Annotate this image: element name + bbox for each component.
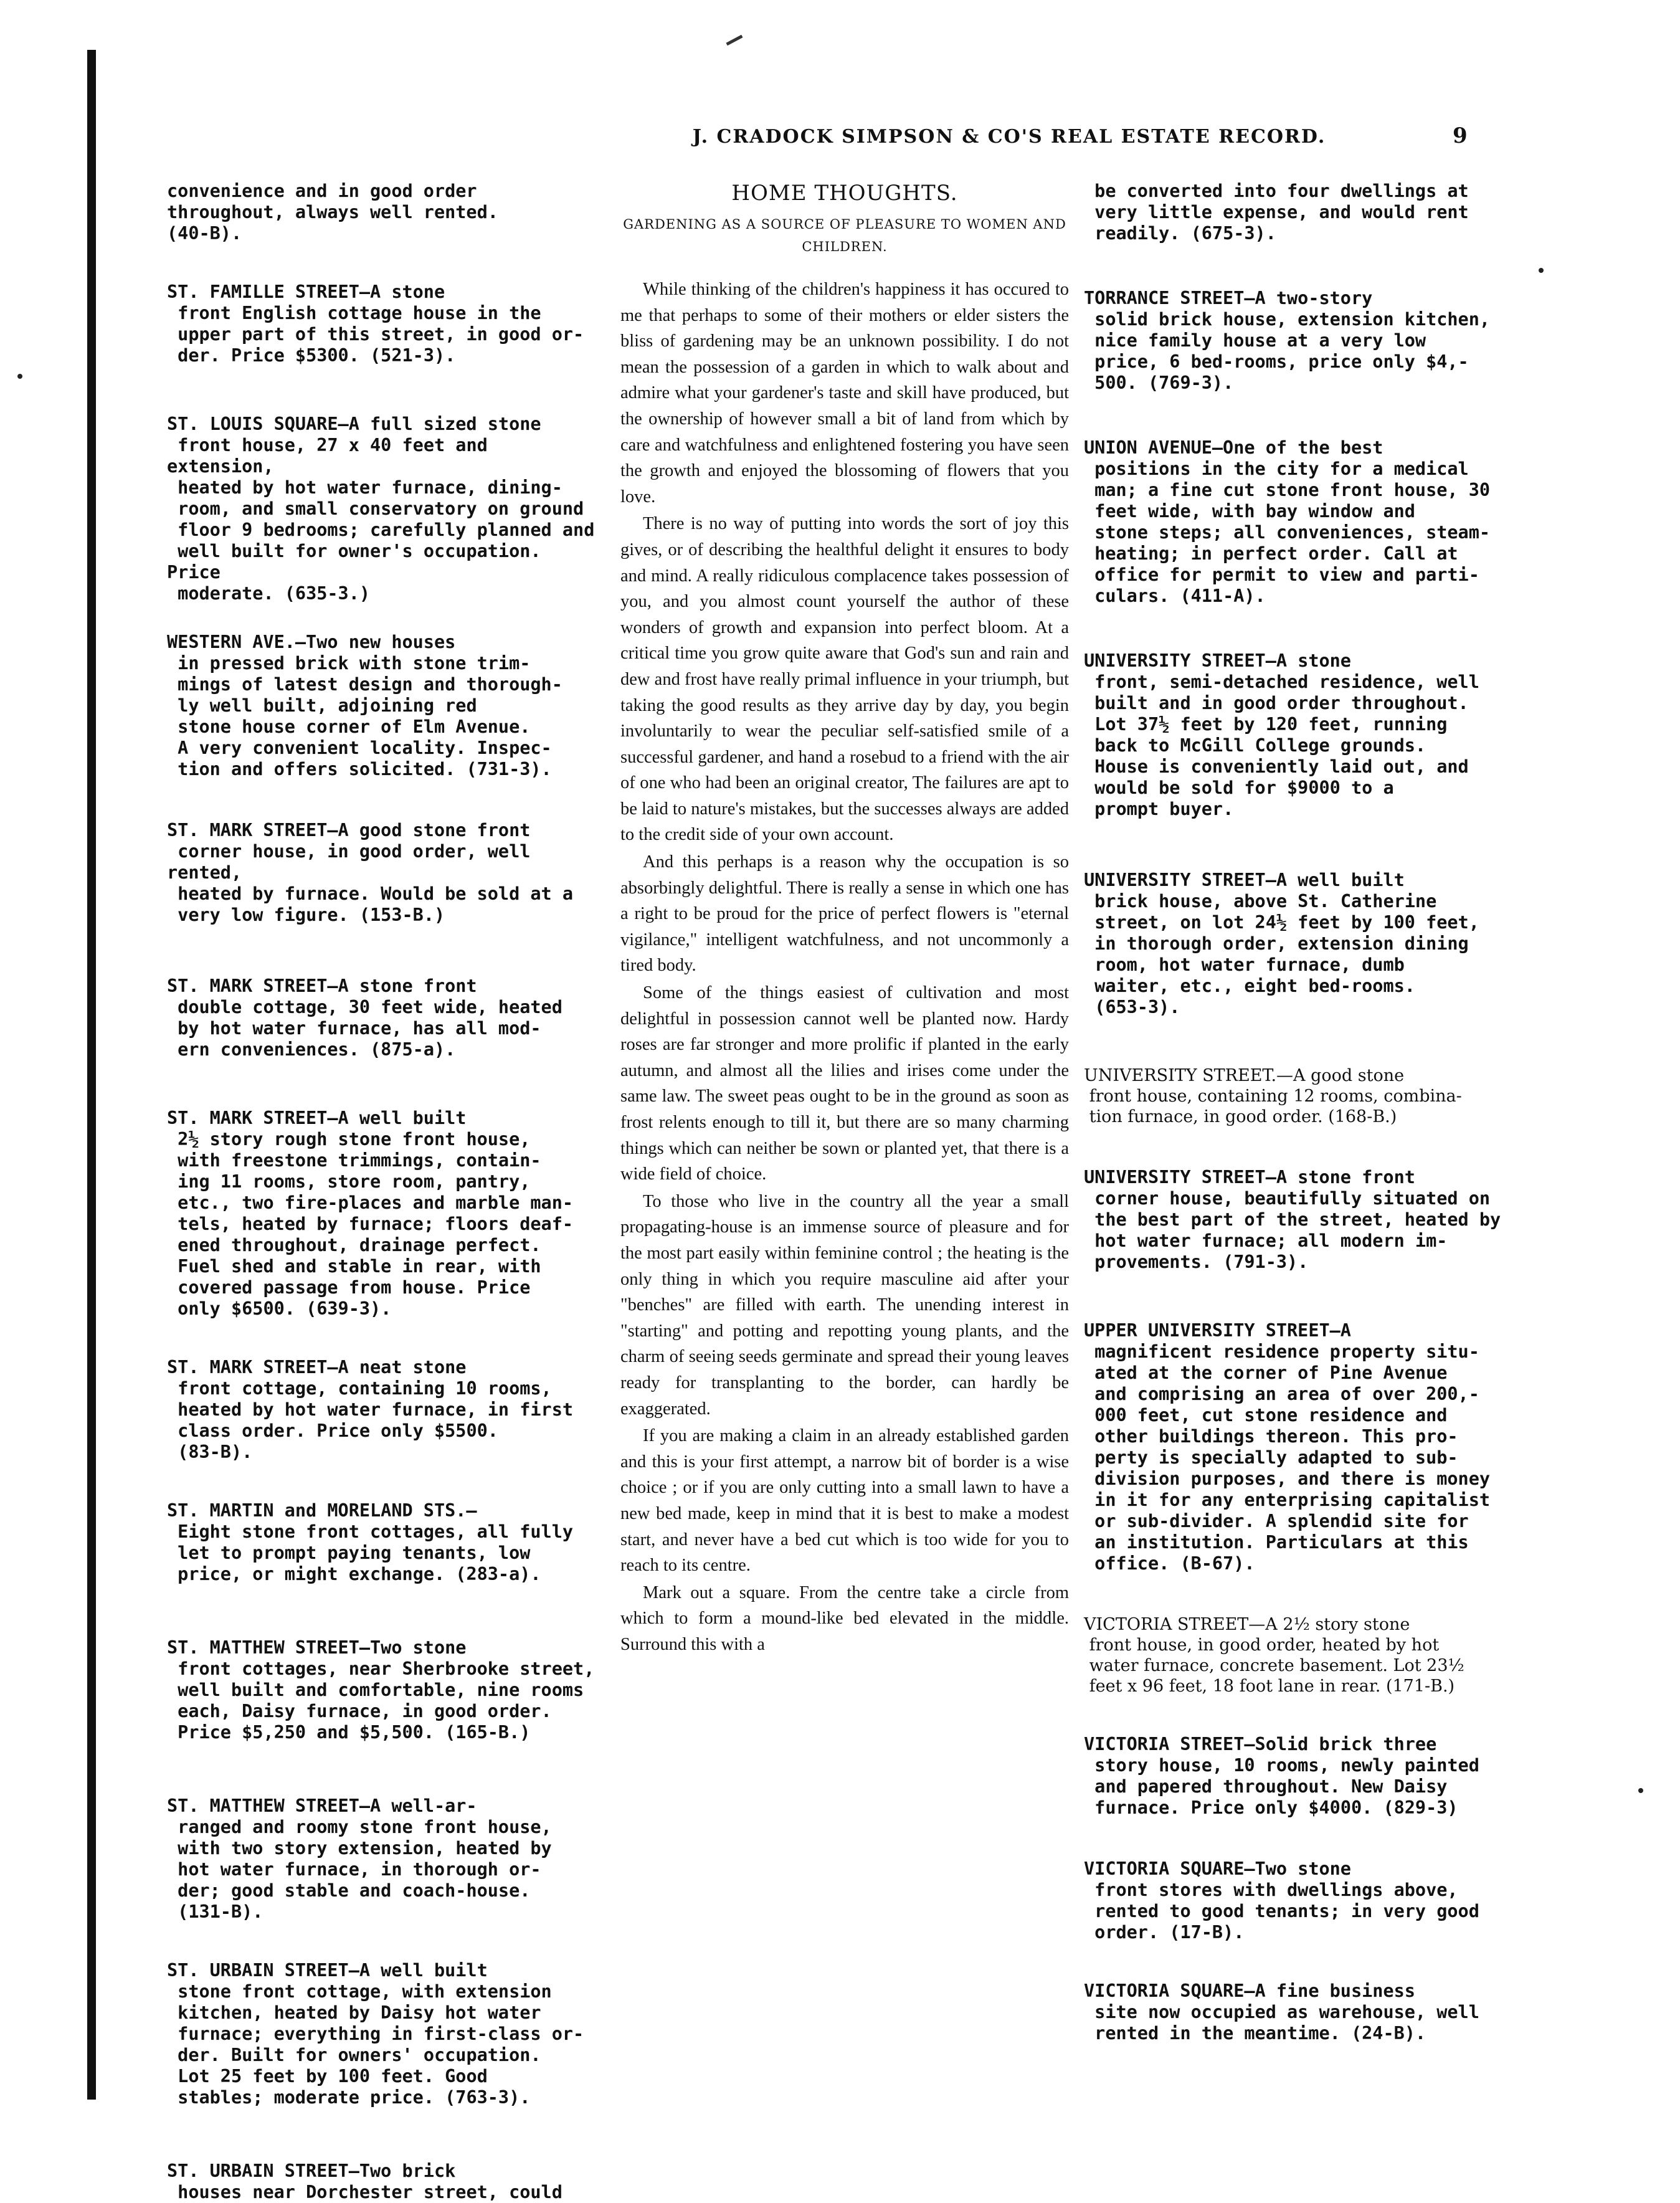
listing-upper-university: UPPER UNIVERSITY STREET—A magnificent residence property situ- ated at the corner of Pine Avenue and comprising an area of over 200,- 000 feet, cut stone residence and other buildings thereon. This pro- perty is specially adapted to sub- division purposes, and there is money in it for any enterprising capitalist or sub-divider. A splendid site for an institution. Particulars at this office. (B-67). [1084, 1320, 1491, 1574]
listing-st-urbain-1: ST. URBAIN STREET—A well built stone front cottage, with extension kitchen, heated by Daisy hot water furnace; everything in first-class or- der. Built for owners' occupation. Lot 25 feet by 100 feet. Good stables; moderate price. (763-3). [167, 1960, 584, 2108]
listing-university-3: UNIVERSITY STREET.—A good stone front house, containing 12 rooms, combina- tion furnace, in good order. (168-B.) [1084, 1066, 1462, 1126]
listing-victoria-square-2: VICTORIA SQUARE—A fine business site now occupied as warehouse, well rented in the meantime. (24-B). [1084, 1981, 1479, 2044]
page-number: 9 [1453, 123, 1468, 148]
ink-speck [1539, 268, 1544, 273]
page-header-title: J. CRADOCK SIMPSON & CO'S REAL ESTATE RECORD. [692, 126, 1326, 148]
article-paragraph: If you are making a claim in an already established garden and this is your first attempt, a narrow bit of border is a wise choice ; or if you are only cutting into a small lawn to have a new bed made, keep in mind that it is best to make a modest start, and never have a bed cut which is too wide for you to reach to its centre. [620, 1426, 1069, 1576]
left-column [167, 181, 597, 2203]
article-paragraph: And this perhaps is a reason why the occupation is so absorbingly delightful. There is really a sense in which one has a right to be proud for the price of perfect flowers is "eternal vigilance," intelligent watchfulness, and not uncommonly a tired body. [620, 852, 1069, 976]
article-paragraph: While thinking of the children's happiness it has occured to me that perhaps to some of their mothers or elder sisters the bliss of gardening may be an unknown possibility. I do not mean the possession of a garden in which to walk about and admire what your gardener's taste and skill have produced, but the ownership of however small a bit of land from which by care and watchfulness and enlightened fostering you have seen the growth and enjoyed the blossoming of flowers that you love. [620, 280, 1069, 507]
listing-victoria-street-2: VICTORIA STREET—Solid brick three story house, 10 rooms, newly painted and papered throughout. New Daisy furnace. Price only $4000. (829-3) [1084, 1734, 1479, 1818]
article-paragraph: Some of the things easiest of cultivation and most delightful in possession cannot well be planted now. Hardy roses are far stronger and more prolific if planted in the early autumn, and almost all the lilies and irises come under the same law. The sweet peas ought to be in the ground as soon as frost relents enough to till it, but there are so many charming things which can neither be sown or planted yet, that there is a wide field of choice. [620, 983, 1069, 1184]
article-paragraph: Mark out a square. From the centre take a circle from which to form a mound-like bed elevated in the middle. Surround this with a [620, 1582, 1069, 1654]
article-title: HOME THOUGHTS. [731, 181, 958, 206]
binding-edge [87, 50, 96, 2100]
listing-st-urbain-2: ST. URBAIN STREET—Two brick houses near Dorchester street, could [167, 2161, 562, 2202]
listing-st-martin: ST. MARTIN and MORELAND STS.— Eight stone front cottages, all fully let to prompt paying tenants, low price, or might exchange. (283-a). [167, 1500, 574, 1584]
listing-st-famille: ST. FAMILLE STREET—A stone front English cottage house in the upper part of this street, in good or- der. Price $5300. (521-3). [167, 282, 584, 366]
listing-victoria-square-1: VICTORIA SQUARE—Two stone front stores with dwellings above, rented to good tenants; in very good order. (17-B). [1084, 1858, 1479, 1943]
listing-st-louis-square: ST. LOUIS SQUARE—A full sized stone front house, 27 x 40 feet and extension, heated by hot water furnace, dining- room, and small conservatory on ground floor 9 bedrooms; carefully planned and well built for owner's occupation. Price moderate. (635-3.) [167, 414, 595, 604]
listing-continuation: be converted into four dwellings at very little expense, and would rent readily. (675-3). [1094, 181, 1469, 244]
listing-st-mark-3: ST. MARK STREET—A well built 2½ story rough stone front house, with freestone trimmings, contain- ing 11 rooms, store room, pantry, etc., two fire-places and marble man- tels, heated by furnace; floors deaf- ened throughout, drainage perfect. Fuel shed and stable in rear, with covered passage from house. Price only $6500. (639-3). [167, 1108, 574, 1319]
listing-university-4: UNIVERSITY STREET—A stone front corner house, beautifully situated on the best part of the street, heated by hot water furnace; all modern im- provements. (791-3). [1084, 1167, 1501, 1272]
listing-st-matthew-2: ST. MATTHEW STREET—A well-ar- ranged and roomy stone front house, with two story extension, heated by hot water furnace, in thorough or- der; good stable and coach-house. (131-B). [167, 1796, 552, 1922]
right-column [1084, 181, 1520, 2044]
listing-torrance: TORRANCE STREET—A two-story solid brick house, extension kitchen, nice family house at a very low price, 6 bed-rooms, price only $4,- 500. (769-3). [1084, 288, 1491, 393]
listing-st-mark-4: ST. MARK STREET—A neat stone front cottage, containing 10 rooms, heated by hot water furnace, in first class order. Price only $5500. (83-B). [167, 1357, 574, 1462]
listing-st-mark-2: ST. MARK STREET—A stone front double cottage, 30 feet wide, heated by hot water furnace, has all mod- ern conveniences. (875-a). [167, 976, 562, 1060]
article-subtitle: GARDENING AS A SOURCE OF PLEASURE TO WOMEN AND CHILDREN. [623, 217, 1066, 254]
ink-mark [726, 35, 743, 46]
listing-continuation: convenience and in good order throughout, always well rented. (40-B). [167, 181, 498, 244]
listing-university-2: UNIVERSITY STREET—A well built brick house, above St. Catherine street, on lot 24½ feet by 100 feet, in thorough order, extension dining room, hot water furnace, dumb waiter, etc., eight bed-rooms. (653-3). [1084, 870, 1479, 1017]
article-paragraph: There is no way of putting into words the sort of joy this gives, or of describing the healthful delight it ensures to body and mind. A really ridiculous complacence takes possession of you, and you almost count yourself the author of these wonders of growth and expansion into perfect bloom. At a critical time you grow quite aware that God's sun and rain and dew and frost have really primal influence in your triumph, but taking the good results as they arrive day by day, you begin involuntarily to wear the peculiar self-satisfied smile of a successful gardener, and hand a rosebud to a friend with the air of one who had been an original creator, The failures are apt to be laid to nature's mistakes, but the successes always are added to the credit side of your own account. [620, 514, 1069, 845]
article-paragraph: To those who live in the country all the year a small propagating-house is an immense source of pleasure and for the most part easily within feminine control ; the heating is the only thing in which you require masculine aid after your "benches" are filled with earth. The unending interest in "starting" and potting and repotting young plants, and the charm of seeing seeds germinate and spread their young leaves ready for transplanting to the border, can hardly be exaggerated. [620, 1191, 1069, 1419]
listing-union-avenue: UNION AVENUE—One of the best positions in the city for a medical man; a fine cut stone front house, 30 feet wide, with bay window and stone steps; all conveniences, steam- heating; in perfect order. Call at office for permit to view and parti- culars. (411-A). [1084, 437, 1491, 606]
listing-st-mark-1: ST. MARK STREET—A good stone front corner house, in good order, well rented, heated by furnace. Would be sold at a very low figure. (153-B.) [167, 820, 574, 925]
listing-victoria-street-1: VICTORIA STREET—A 2½ story stone front house, in good order, heated by hot water furnace, concrete basement. Lot 23½ feet x 96 feet, 18 foot lane in rear. (171-B.) [1084, 1615, 1464, 1696]
listing-st-matthew-1: ST. MATTHEW STREET—Two stone front cottages, near Sherbrooke street, well built and comfortable, nine rooms each, Daisy furnace, in good order. Price $5,250 and $5,500. (165-B.) [167, 1637, 595, 1743]
middle-column-article [620, 181, 1069, 1658]
ink-speck [17, 374, 22, 379]
listing-university-1: UNIVERSITY STREET—A stone front, semi-detached residence, well built and in good order throughout. Lot 37½ feet by 120 feet, running back to McGill College grounds. House is conveniently laid out, and would be sold for $9000 to a prompt buyer. [1084, 650, 1479, 819]
listing-western-ave: WESTERN AVE.—Two new houses in pressed brick with stone trim- mings of latest design and thorough- ly well built, adjoining red stone house corner of Elm Avenue. A very convenient locality. Inspec- tion and offers solicited. (731-3). [167, 632, 562, 779]
ink-speck [1638, 1788, 1643, 1793]
